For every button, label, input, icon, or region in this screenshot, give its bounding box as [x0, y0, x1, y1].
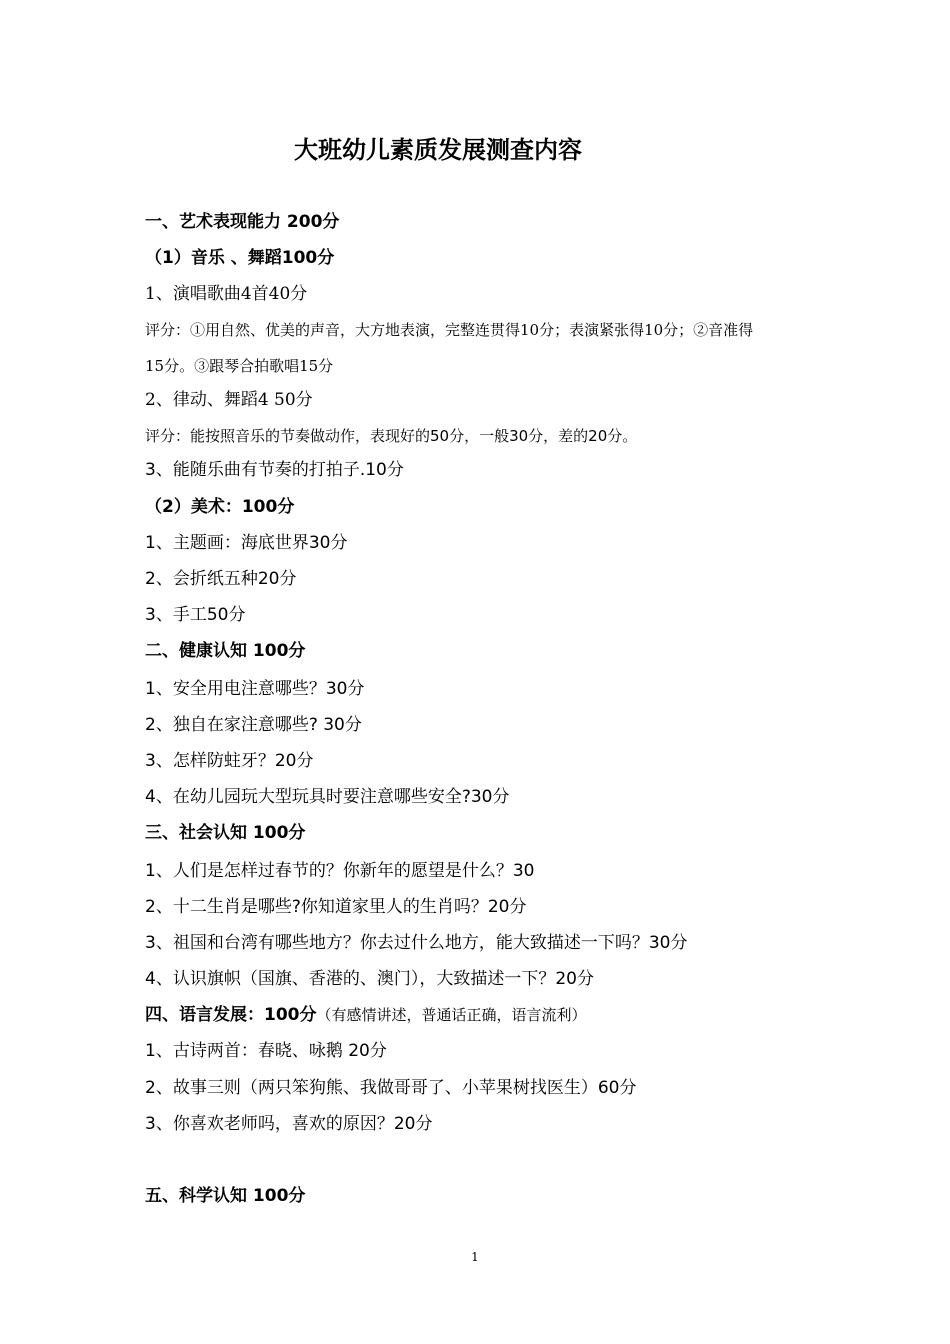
section-heading-health: 二、健康认知 100分 — [145, 641, 306, 661]
list-item: 2、十二生肖是哪些?你知道家里人的生肖吗？20分 — [145, 897, 527, 917]
scoring-note: 评分：①用自然、优美的声音，大方地表演，完整连贯得10分；表演紧张得10分；②音准得 — [145, 321, 754, 339]
list-item: 1、古诗两首：春晓、咏鹅 20分 — [145, 1041, 387, 1061]
list-item: 1、安全用电注意哪些？30分 — [145, 679, 365, 699]
document-title: 大班幼儿素质发展测查内容 — [294, 136, 582, 164]
list-item: 1、主题画：海底世界30分 — [145, 533, 348, 553]
list-item: 3、怎样防蛀牙？20分 — [145, 751, 314, 771]
list-item: 2、会折纸五种20分 — [145, 569, 297, 589]
list-item: 1、人们是怎样过春节的？你新年的愿望是什么？30 — [145, 861, 535, 881]
list-item: 2、独自在家注意哪些? 30分 — [145, 715, 362, 735]
section-heading-science: 五、科学认知 100分 — [145, 1186, 306, 1206]
list-item: 4、在幼儿园玩大型玩具时要注意哪些安全?30分 — [145, 787, 510, 807]
list-item: 4、认识旗帜（国旗、香港的、澳门），大致描述一下？20分 — [145, 969, 594, 989]
page-number: 1 — [471, 1250, 479, 1264]
list-item: 2、故事三则（两只笨狗熊、我做哥哥了、小苹果树找医生）60分 — [145, 1078, 637, 1098]
list-item: 2、律动、舞蹈4 50分 — [145, 390, 313, 410]
list-item: 3、能随乐曲有节奏的打拍子.10分 — [145, 460, 404, 480]
list-item: 1、演唱歌曲4首40分 — [145, 284, 308, 304]
list-item: 3、你喜欢老师吗，喜欢的原因？20分 — [145, 1114, 433, 1134]
scoring-note-continued: 15分。③跟琴合拍歌唱15分 — [145, 357, 334, 375]
list-item: 3、祖国和台湾有哪些地方？你去过什么地方，能大致描述一下吗？30分 — [145, 933, 688, 953]
list-item: 3、手工50分 — [145, 605, 246, 625]
section-heading-language — [145, 1003, 890, 1027]
section-heading-art: 一、艺术表现能力 200分 — [145, 212, 340, 232]
scoring-note: 评分：能按照音乐的节奏做动作，表现好的50分，一般30分，差的20分。 — [145, 427, 638, 445]
section-heading-language-note: （有感情讲述，普通话正确，语言流利） — [316, 1006, 587, 1024]
subsection-heading-fine-art: （2）美术：100分 — [145, 497, 295, 517]
section-heading-social: 三、社会认知 100分 — [145, 823, 306, 843]
subsection-heading-music: （1）音乐 、舞蹈100分 — [145, 248, 335, 268]
section-heading-language-title: 四、语言发展：100分 — [145, 1005, 317, 1025]
